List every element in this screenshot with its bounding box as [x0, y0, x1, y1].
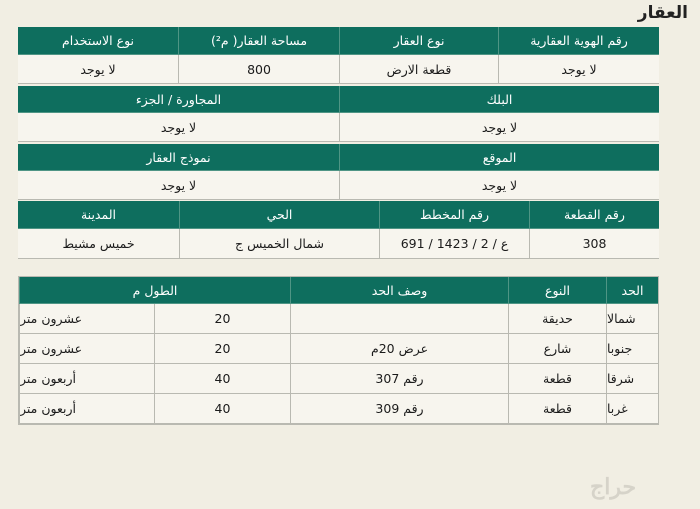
boundary-length-number: 40: [154, 364, 290, 394]
boundary-side: شمالا: [606, 304, 658, 334]
boundary-length-words: عشرون متر: [19, 304, 154, 334]
header-property-type: نوع العقار: [339, 27, 498, 55]
value-property-id: لا يوجد: [498, 55, 659, 84]
header-type: النوع: [508, 277, 606, 304]
header-property-id: رقم الهوية العقارية: [498, 27, 659, 55]
boundary-description: رقم 307: [290, 364, 508, 394]
header-length: الطول م: [19, 277, 290, 304]
page-title: العقار: [637, 3, 688, 23]
value-plot-number: 308: [529, 229, 659, 259]
header-side: الحد: [606, 277, 658, 304]
header-property-model: نموذج العقار: [18, 144, 339, 171]
boundary-type: قطعة: [508, 364, 606, 394]
boundary-length-number: 40: [154, 394, 290, 424]
boundary-description: عرض 20م: [290, 334, 508, 364]
boundary-length-number: 20: [154, 304, 290, 334]
boundary-row: [19, 304, 658, 334]
block-neighborhood-table: [18, 86, 659, 142]
header-description: وصف الحد: [290, 277, 508, 304]
boundary-length-number: 20: [154, 334, 290, 364]
header-block: البلك: [339, 86, 659, 113]
boundary-length-words: عشرون متر: [19, 334, 154, 364]
value-block: لا يوجد: [339, 113, 659, 142]
value-plan-number: 691 / 1423 / ع / 2: [379, 229, 529, 259]
watermark-logo: حراج: [590, 474, 637, 500]
header-property-area: مساحة العقار( م²): [178, 27, 339, 55]
value-property-type: قطعة الارض: [339, 55, 498, 84]
boundary-row: [19, 334, 658, 364]
header-location: الموقع: [339, 144, 659, 171]
value-property-model: لا يوجد: [18, 171, 339, 200]
boundary-row: [19, 394, 658, 424]
header-plan-number: رقم المخطط: [379, 201, 529, 229]
value-neighborhood-part: لا يوجد: [18, 113, 339, 142]
boundary-side: غربا: [606, 394, 658, 424]
boundary-row: [19, 364, 658, 394]
property-info-table: [18, 27, 659, 84]
boundary-side: شرقا: [606, 364, 658, 394]
value-district: شمال الخميس ج: [179, 229, 379, 259]
value-property-area: 800: [178, 55, 339, 84]
header-usage-type: نوع الاستخدام: [18, 27, 178, 55]
boundary-side: جنوبا: [606, 334, 658, 364]
boundary-type: قطعة: [508, 394, 606, 424]
boundary-description: [290, 304, 508, 334]
header-neighborhood-part: المجاورة / الجزء: [18, 86, 339, 113]
plot-details-table: [18, 201, 659, 259]
header-city: المدينة: [18, 201, 179, 229]
boundary-length-words: أربعون متر: [19, 364, 154, 394]
boundaries-table: [18, 276, 659, 425]
boundary-length-words: أربعون متر: [19, 394, 154, 424]
header-plot-number: رقم القطعة: [529, 201, 659, 229]
value-location: لا يوجد: [339, 171, 659, 200]
location-model-table: [18, 144, 659, 200]
boundary-type: شارع: [508, 334, 606, 364]
value-usage-type: لا يوجد: [18, 55, 178, 84]
boundary-type: حديقة: [508, 304, 606, 334]
header-district: الحي: [179, 201, 379, 229]
value-city: خميس مشيط: [18, 229, 179, 259]
boundary-description: رقم 309: [290, 394, 508, 424]
